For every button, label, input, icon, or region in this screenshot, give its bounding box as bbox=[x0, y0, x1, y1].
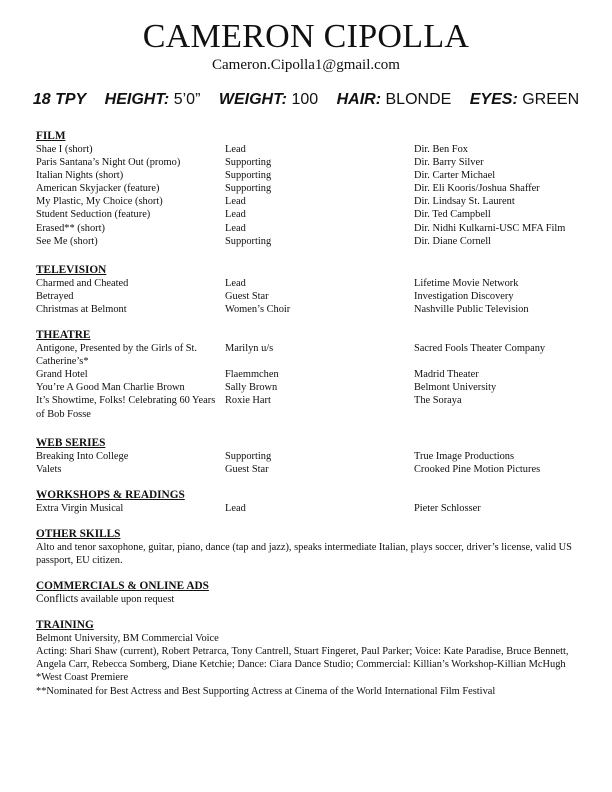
theatre-heading: THEATRE bbox=[36, 329, 91, 342]
credit-role: Supporting bbox=[225, 157, 272, 169]
credit-row bbox=[36, 368, 596, 381]
television-section bbox=[36, 263, 596, 316]
footnote-west-coast: *West Coast Premiere bbox=[36, 672, 129, 684]
credit-role: Lead bbox=[225, 222, 246, 234]
eyes-label: EYES: bbox=[469, 91, 518, 108]
height-label: HEIGHT: bbox=[104, 91, 170, 108]
credit-role: Guest Star bbox=[225, 290, 269, 302]
theatre-section bbox=[36, 328, 596, 421]
credit-company: Dir. Ben Fox bbox=[414, 144, 468, 155]
height-value: 5’0” bbox=[173, 91, 201, 108]
credit-title: Shae I (short) bbox=[36, 144, 93, 155]
credit-title: Breaking Into College bbox=[36, 450, 129, 462]
credit-row bbox=[36, 450, 596, 463]
credit-title: Betrayed bbox=[36, 290, 74, 302]
other-skills-text: Alto and tenor saxophone, guitar, piano, dance (tap and jazz), speaks intermediate Italian, plays soccer, driver’s license, valid US passport, EU citizen. bbox=[36, 541, 572, 566]
credit-row bbox=[36, 463, 596, 476]
credit-row bbox=[36, 381, 596, 394]
credit-title: Charmed and Cheated bbox=[36, 277, 129, 289]
commercials-text-main: Conflicts bbox=[36, 593, 79, 606]
credit-company: Investigation Discovery bbox=[414, 290, 514, 302]
credit-role: Supporting bbox=[225, 450, 272, 462]
credit-row bbox=[36, 156, 596, 169]
web-series-heading: WEB SERIES bbox=[36, 436, 106, 449]
training-line-1: Belmont University, BM Commercial Voice bbox=[36, 633, 219, 645]
credit-role: Guest Star bbox=[225, 463, 269, 475]
credit-title: Italian Nights (short) bbox=[36, 170, 124, 182]
training-line-2: Acting: Shari Shaw (current), Robert Petrarca, Tony Cantrell, Stuart Fingeret, Paul Parker; Voice: Kate Paradise, Bruce Bennett, Angela Carr, Rebecca Somberg, Diane Ketchie; Dance: Ciara Dance Studio; Commercial: Killian’s Workshop-Killian McHugh bbox=[36, 646, 569, 671]
theatre-rows bbox=[36, 342, 596, 421]
credit-company: Dir. Nidhi Kulkarni-USC MFA Film bbox=[414, 222, 566, 234]
hair-label: HAIR: bbox=[336, 91, 382, 108]
credit-company: Pieter Schlosser bbox=[414, 502, 481, 514]
weight-label: WEIGHT: bbox=[218, 91, 287, 108]
other-skills-heading: OTHER SKILLS bbox=[36, 527, 121, 540]
hair-value: BLONDE bbox=[385, 91, 452, 108]
credit-company: Nashville Public Television bbox=[414, 303, 529, 315]
credit-title: It’s Showtime, Folks! Celebrating 60 Years of Bob Fosse bbox=[36, 395, 216, 420]
credit-row bbox=[36, 143, 596, 156]
credit-company: Crooked Pine Motion Pictures bbox=[414, 463, 541, 475]
weight-value: 100 bbox=[291, 91, 319, 108]
web-series-section bbox=[36, 436, 596, 476]
credit-role: Lead bbox=[225, 144, 246, 155]
credit-row bbox=[36, 222, 596, 235]
commercials-heading: COMMERCIALS & ONLINE ADS bbox=[36, 580, 209, 593]
credit-title: Valets bbox=[36, 463, 62, 475]
credit-row bbox=[36, 303, 596, 316]
credit-title: Extra Virgin Musical bbox=[36, 502, 124, 514]
credit-title: Student Seduction (feature) bbox=[36, 209, 151, 221]
credit-company: Dir. Lindsay St. Laurent bbox=[414, 196, 515, 208]
credit-company: Dir. Eli Kooris/Joshua Shaffer bbox=[414, 183, 540, 195]
film-rows bbox=[36, 143, 596, 248]
credit-title: My Plastic, My Choice (short) bbox=[36, 196, 163, 208]
workshops-heading: WORKSHOPS & READINGS bbox=[36, 488, 185, 501]
credit-row bbox=[36, 277, 596, 290]
credit-role: Lead bbox=[225, 277, 246, 289]
training-heading: TRAINING bbox=[36, 619, 94, 632]
credit-role: Sally Brown bbox=[225, 382, 278, 394]
credit-title: See Me (short) bbox=[36, 235, 98, 247]
credit-role: Supporting bbox=[225, 170, 272, 182]
credit-title: Antigone, Presented by the Girls of St. Catherine’s* bbox=[36, 343, 198, 368]
email-address: Cameron.Cipolla1@gmail.com bbox=[212, 57, 400, 73]
workshops-section bbox=[36, 488, 596, 515]
credit-row bbox=[36, 235, 596, 248]
credit-row bbox=[36, 394, 596, 420]
credit-title: Christmas at Belmont bbox=[36, 303, 127, 315]
credit-company: Lifetime Movie Network bbox=[414, 277, 519, 289]
credit-role: Supporting bbox=[225, 235, 272, 247]
credit-title: Paris Santana’s Night Out (promo) bbox=[36, 157, 181, 169]
credit-company: Sacred Fools Theater Company bbox=[414, 343, 546, 355]
credit-role: Lead bbox=[225, 196, 246, 208]
credit-company: The Soraya bbox=[414, 395, 462, 407]
tpy-value: 18 TPY bbox=[32, 91, 87, 108]
eyes-value: GREEN bbox=[522, 91, 580, 108]
training-section bbox=[36, 618, 596, 697]
credit-company: Madrid Theater bbox=[414, 369, 479, 381]
film-heading: FILM bbox=[36, 130, 66, 142]
credit-company: True Image Productions bbox=[414, 450, 515, 462]
film-section bbox=[36, 129, 596, 248]
credit-row bbox=[36, 290, 596, 303]
other-skills-section bbox=[36, 527, 596, 567]
credit-company: Belmont University bbox=[414, 382, 497, 394]
footnote-nominated: **Nominated for Best Actress and Best Supporting Actress at Cinema of the World International Film Festival bbox=[36, 685, 496, 697]
credit-role: Lead bbox=[225, 502, 246, 514]
stats-line bbox=[0, 90, 612, 110]
credit-role: Supporting bbox=[225, 183, 272, 195]
commercials-section bbox=[36, 579, 596, 606]
workshops-rows bbox=[36, 502, 596, 515]
credit-role: Flaemmchen bbox=[225, 369, 279, 381]
credit-row bbox=[36, 342, 596, 368]
credit-row bbox=[36, 169, 596, 182]
credit-row bbox=[36, 502, 596, 515]
credit-company: Dir. Ted Campbell bbox=[414, 209, 491, 221]
credit-role: Lead bbox=[225, 209, 246, 221]
credit-role: Marilyn u/s bbox=[225, 343, 274, 355]
credit-company: Dir. Diane Cornell bbox=[414, 235, 492, 247]
credit-title: American Skyjacker (feature) bbox=[36, 183, 160, 195]
credit-row bbox=[36, 195, 596, 208]
credit-role: Roxie Hart bbox=[225, 395, 271, 407]
commercials-text-rest: available upon request bbox=[78, 594, 175, 606]
credit-role: Women’s Choir bbox=[225, 303, 291, 315]
resume-body bbox=[36, 129, 596, 698]
television-heading: TELEVISION bbox=[36, 263, 107, 276]
credit-title: You’re A Good Man Charlie Brown bbox=[36, 382, 185, 394]
resume-name: CAMERON CIPOLLA bbox=[142, 18, 470, 55]
credit-title: Erased** (short) bbox=[36, 222, 105, 234]
credit-company: Dir. Carter Michael bbox=[414, 170, 496, 182]
web-series-rows bbox=[36, 450, 596, 476]
credit-row bbox=[36, 208, 596, 221]
television-rows bbox=[36, 277, 596, 316]
commercials-text bbox=[36, 593, 596, 606]
credit-row bbox=[36, 182, 596, 195]
credit-company: Dir. Barry Silver bbox=[414, 157, 484, 169]
credit-title: Grand Hotel bbox=[36, 369, 88, 381]
